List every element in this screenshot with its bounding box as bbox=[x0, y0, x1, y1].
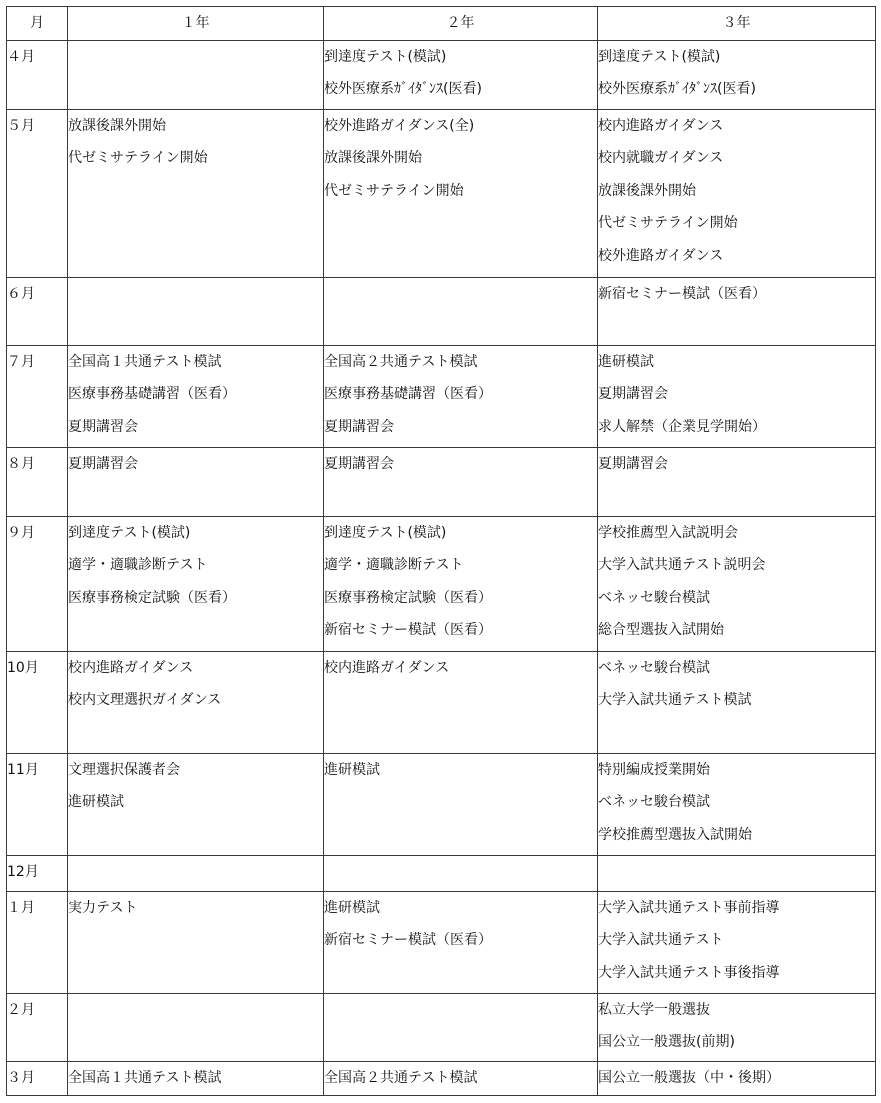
table-row bbox=[7, 891, 876, 993]
event-item: 校外進路ガイダンス bbox=[598, 247, 724, 264]
month-cell: ６月 bbox=[7, 277, 68, 345]
event-item: 文理選択保護者会 bbox=[68, 761, 180, 778]
event-item: 進研模試 bbox=[324, 761, 380, 778]
event-item: 夏期講習会 bbox=[324, 455, 394, 472]
event-item: 実力テスト bbox=[68, 899, 138, 916]
annual-schedule-table bbox=[6, 6, 876, 1096]
event-item: 校外医療系ｶﾞｲﾀﾞﾝｽ(医看) bbox=[598, 81, 756, 97]
table-row bbox=[7, 993, 876, 1061]
event-item: ベネッセ駿台模試 bbox=[598, 659, 710, 676]
year2-cell bbox=[324, 345, 598, 447]
table-row bbox=[7, 753, 876, 855]
year1-cell bbox=[68, 447, 324, 516]
month-cell: ２月 bbox=[7, 993, 68, 1061]
event-item: 校内進路ガイダンス bbox=[324, 659, 450, 676]
month-cell: ８月 bbox=[7, 447, 68, 516]
event-item: 全国高２共通テスト模試 bbox=[324, 353, 478, 370]
header-month: 月 bbox=[7, 7, 68, 41]
event-item: 大学入試共通テスト事前指導 bbox=[598, 899, 780, 916]
event-item: 医療事務検定試験（医看） bbox=[68, 589, 236, 606]
event-item: 放課後課外開始 bbox=[598, 182, 696, 199]
event-item: 国公立一般選抜（中・後期） bbox=[598, 1069, 780, 1086]
year1-cell bbox=[68, 40, 324, 109]
year2-cell bbox=[324, 855, 598, 891]
event-item: 新宿セミナー模試（医看） bbox=[324, 932, 492, 948]
header-year2: ２年 bbox=[324, 7, 598, 41]
year1-cell bbox=[68, 855, 324, 891]
year3-cell bbox=[598, 109, 876, 277]
year3-cell bbox=[598, 651, 876, 753]
event-item: 求人解禁（企業見学開始） bbox=[598, 418, 766, 435]
year2-cell bbox=[324, 516, 598, 651]
year3-cell bbox=[598, 753, 876, 855]
event-item: 夏期講習会 bbox=[598, 455, 668, 472]
event-item: 新宿セミナー模試（医看） bbox=[598, 285, 766, 302]
year1-cell bbox=[68, 516, 324, 651]
table-row bbox=[7, 345, 876, 447]
year2-cell bbox=[324, 447, 598, 516]
event-item: 学校推薦型選抜入試開始 bbox=[598, 826, 752, 843]
event-item: 校外医療系ｶﾞｲﾀﾞﾝｽ(医看) bbox=[324, 81, 482, 97]
event-item: 到達度テスト(模試) bbox=[324, 48, 447, 65]
event-item: 校内進路ガイダンス bbox=[68, 659, 194, 676]
event-item: 大学入試共通テスト事後指導 bbox=[598, 964, 780, 981]
year1-cell bbox=[68, 1061, 324, 1095]
event-item: 到達度テスト(模試) bbox=[324, 524, 447, 541]
year3-cell bbox=[598, 993, 876, 1061]
event-item: 夏期講習会 bbox=[68, 455, 138, 472]
event-item: 全国高１共通テスト模試 bbox=[68, 353, 222, 370]
event-item: ベネッセ駿台模試 bbox=[598, 794, 710, 810]
month-cell: 10月 bbox=[7, 651, 68, 753]
year3-cell bbox=[598, 891, 876, 993]
event-item: 到達度テスト(模試) bbox=[68, 524, 191, 541]
year1-cell bbox=[68, 891, 324, 993]
event-item: 大学入試共通テスト説明会 bbox=[598, 557, 766, 573]
year3-cell bbox=[598, 277, 876, 345]
year2-cell bbox=[324, 891, 598, 993]
event-item: 適学・適職診断テスト bbox=[324, 557, 464, 573]
event-item: 進研模試 bbox=[68, 794, 124, 810]
event-item: 特別編成授業開始 bbox=[598, 761, 710, 778]
year1-cell bbox=[68, 345, 324, 447]
event-item: 到達度テスト(模試) bbox=[598, 48, 721, 65]
year3-cell bbox=[598, 855, 876, 891]
table-row bbox=[7, 651, 876, 753]
year3-cell bbox=[598, 345, 876, 447]
month-cell: 11月 bbox=[7, 753, 68, 855]
year3-cell bbox=[598, 40, 876, 109]
month-cell: ５月 bbox=[7, 109, 68, 277]
event-item: 私立大学一般選抜 bbox=[598, 1001, 710, 1018]
month-cell: １月 bbox=[7, 891, 68, 993]
table-row bbox=[7, 855, 876, 891]
event-item: 国公立一般選抜(前期) bbox=[598, 1034, 735, 1050]
year2-cell bbox=[324, 109, 598, 277]
event-item: 総合型選抜入試開始 bbox=[598, 622, 724, 638]
event-item: 医療事務検定試験（医看） bbox=[324, 589, 492, 606]
table-row bbox=[7, 277, 876, 345]
year1-cell bbox=[68, 277, 324, 345]
event-item: 代ゼミサテライン開始 bbox=[598, 215, 738, 231]
event-item: 全国高２共通テスト模試 bbox=[324, 1069, 478, 1086]
event-item: 校内就職ガイダンス bbox=[598, 150, 724, 166]
month-cell: ３月 bbox=[7, 1061, 68, 1095]
year1-cell bbox=[68, 753, 324, 855]
year2-cell bbox=[324, 753, 598, 855]
year1-cell bbox=[68, 109, 324, 277]
event-item: 校内文理選択ガイダンス bbox=[68, 692, 222, 708]
year3-cell bbox=[598, 516, 876, 651]
year1-cell bbox=[68, 651, 324, 753]
month-cell: ７月 bbox=[7, 345, 68, 447]
event-item: 代ゼミサテライン開始 bbox=[324, 182, 464, 199]
year3-cell bbox=[598, 447, 876, 516]
year2-cell bbox=[324, 277, 598, 345]
year2-cell bbox=[324, 651, 598, 753]
month-cell: ９月 bbox=[7, 516, 68, 651]
header-row bbox=[7, 7, 876, 41]
table-row bbox=[7, 109, 876, 277]
table-row bbox=[7, 1061, 876, 1095]
month-cell: 12月 bbox=[7, 855, 68, 891]
table-row bbox=[7, 516, 876, 651]
event-item: 夏期講習会 bbox=[324, 418, 394, 435]
event-item: 大学入試共通テスト模試 bbox=[598, 692, 752, 708]
year3-cell bbox=[598, 1061, 876, 1095]
event-item: 校内進路ガイダンス bbox=[598, 117, 724, 134]
year2-cell bbox=[324, 993, 598, 1061]
year1-cell bbox=[68, 993, 324, 1061]
event-item: 夏期講習会 bbox=[598, 386, 668, 402]
event-item: 進研模試 bbox=[324, 899, 380, 916]
event-item: 適学・適職診断テスト bbox=[68, 557, 208, 573]
header-year1: １年 bbox=[68, 7, 324, 41]
event-item: 全国高１共通テスト模試 bbox=[68, 1069, 222, 1086]
event-item: 医療事務基礎講習（医看） bbox=[68, 386, 236, 402]
table-row bbox=[7, 40, 876, 109]
event-item: 医療事務基礎講習（医看） bbox=[324, 386, 492, 402]
event-item: 放課後課外開始 bbox=[324, 150, 422, 166]
event-item: ベネッセ駿台模試 bbox=[598, 589, 710, 606]
event-item: 学校推薦型入試説明会 bbox=[598, 524, 738, 541]
event-item: 進研模試 bbox=[598, 353, 654, 370]
table-row bbox=[7, 447, 876, 516]
year2-cell bbox=[324, 1061, 598, 1095]
event-item: 校外進路ガイダンス(全) bbox=[324, 117, 475, 134]
schedule-body bbox=[7, 40, 876, 1095]
event-item: 夏期講習会 bbox=[68, 418, 138, 435]
event-item: 大学入試共通テスト bbox=[598, 932, 724, 948]
event-item: 新宿セミナー模試（医看） bbox=[324, 622, 492, 638]
event-item: 代ゼミサテライン開始 bbox=[68, 150, 208, 166]
event-item: 放課後課外開始 bbox=[68, 117, 166, 134]
header-year3: ３年 bbox=[598, 7, 876, 41]
year2-cell bbox=[324, 40, 598, 109]
month-cell: ４月 bbox=[7, 40, 68, 109]
